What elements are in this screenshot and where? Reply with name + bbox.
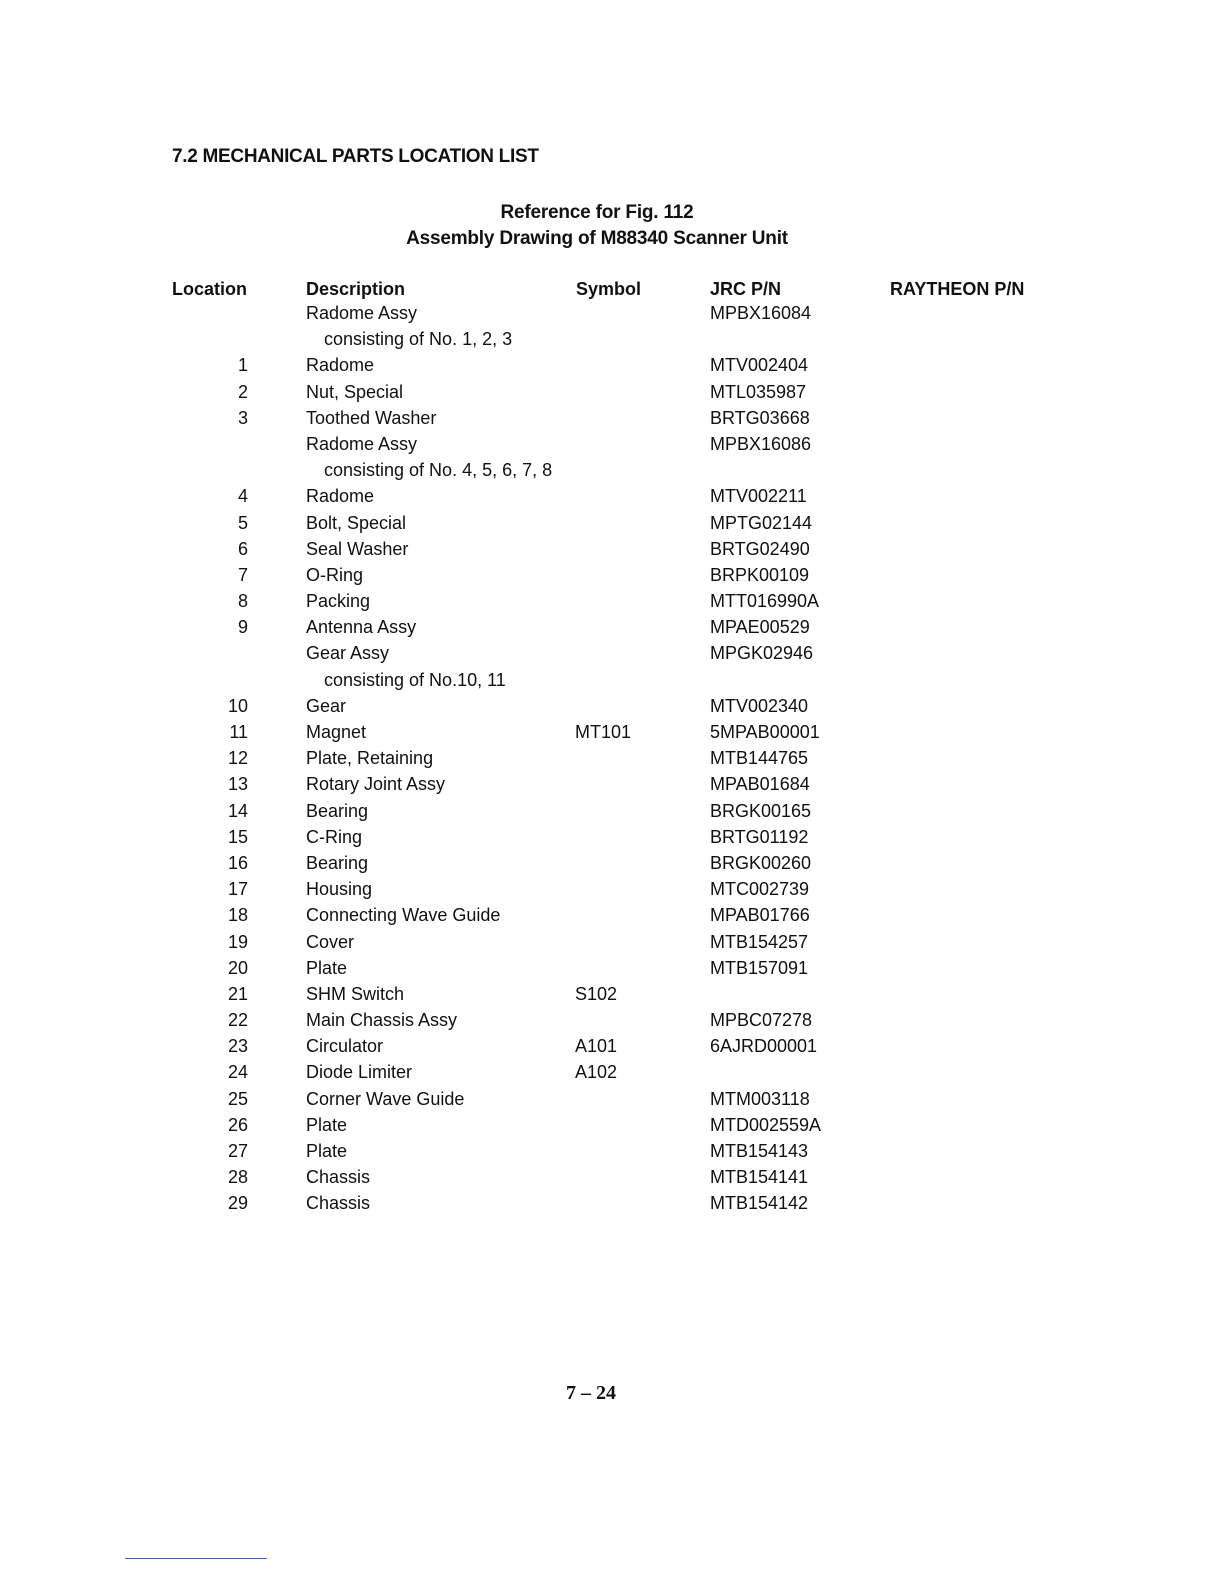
description-cell: Chassis [306,1167,371,1188]
table-row [0,932,1224,958]
page-number: 7 – 24 [566,1382,616,1404]
jrc-pn-cell: BRTG03668 [710,407,810,428]
location-cell: 19 [227,931,248,952]
description-cell: Plate, Retaining [306,748,434,769]
table-row [0,513,1224,539]
location-cell: 28 [227,1167,248,1188]
jrc-pn-cell: MPBX16084 [710,303,812,323]
location-cell: 3 [237,407,248,428]
jrc-pn-cell: MTB157091 [710,957,809,978]
jrc-pn-cell: BRGK00165 [710,800,812,821]
location-cell: 24 [227,1062,248,1083]
table-row [0,382,1224,408]
description-cell: Chassis [306,1193,371,1214]
table-row [0,617,1224,643]
table-row [0,905,1224,931]
description-cell: Bearing [306,800,369,821]
location-cell: 23 [227,1036,248,1057]
table-row [0,853,1224,879]
jrc-pn-cell: MTB154141 [710,1167,809,1188]
table-row [0,434,1224,460]
jrc-pn-cell: MTD002559A [710,1114,822,1135]
description-cell: Cover [306,931,355,952]
location-cell: 7 [237,564,248,585]
table-row [0,1193,1224,1219]
table-row [0,1167,1224,1193]
description-cell: Corner Wave Guide [306,1088,465,1109]
jrc-pn-cell: MTM003118 [710,1088,810,1109]
table-row [0,329,1224,355]
description-cell: Plate [306,957,348,978]
table-row [0,539,1224,565]
location-cell: 6 [237,538,248,559]
table-row [0,958,1224,984]
description-cell: Packing [306,591,371,612]
jrc-pn-cell: BRTG01192 [710,826,809,847]
jrc-pn-cell: BRGK00260 [710,852,812,873]
description-cell: Plate [306,1141,348,1161]
footer-rule [125,1558,267,1559]
description-cell: Rotary Joint Assy [306,774,446,795]
location-cell: 25 [227,1088,248,1109]
table-row [0,1089,1224,1115]
location-cell: 27 [227,1141,248,1161]
location-cell: 11 [229,722,248,742]
description-cell: Seal Washer [306,538,409,559]
jrc-pn-cell: MTB144765 [710,748,809,769]
jrc-pn-cell: MPGK02946 [710,643,814,664]
table-row [0,696,1224,722]
description-cell: Connecting Wave Guide [306,905,501,926]
column-header-location: Location [172,279,247,299]
symbol-cell: A101 [575,1036,618,1057]
jrc-pn-cell: MPAB01766 [710,905,810,926]
symbol-cell: S102 [575,983,618,1004]
jrc-pn-cell: BRPK00109 [710,564,810,585]
description-cell: consisting of No. 4, 5, 6, 7, 8 [324,460,553,481]
location-cell: 1 [237,355,248,376]
location-cell: 13 [227,774,248,795]
description-cell: Magnet [306,722,367,742]
location-cell: 10 [227,695,248,716]
table-row [0,801,1224,827]
jrc-pn-cell: MTC002739 [710,879,810,900]
description-cell: consisting of No. 1, 2, 3 [324,329,513,350]
column-header-raytheon-pn: RAYTHEON P/N [890,279,1025,299]
jrc-pn-cell: MTV002340 [710,695,809,716]
table-row [0,643,1224,669]
jrc-pn-cell: MTV002404 [710,355,809,376]
jrc-pn-cell: MTB154143 [710,1141,809,1161]
jrc-pn-cell: MPTG02144 [710,512,813,533]
symbol-cell: MT101 [575,722,632,742]
table-row [0,984,1224,1010]
location-cell: 26 [227,1114,248,1135]
location-cell: 15 [227,826,248,847]
description-cell: O-Ring [306,564,364,585]
description-cell: Radome Assy [306,433,418,454]
description-cell: Bearing [306,852,369,873]
location-cell: 17 [227,879,248,900]
jrc-pn-cell: BRTG02490 [710,538,810,559]
description-cell: Toothed Washer [306,407,437,428]
location-cell: 20 [227,957,248,978]
description-cell: Housing [306,879,373,900]
jrc-pn-cell: 6AJRD00001 [710,1036,818,1057]
table-row [0,303,1224,329]
parts-table-body [0,303,1224,1220]
table-row [0,670,1224,696]
description-cell: Radome Assy [306,303,418,323]
description-cell: C-Ring [306,826,363,847]
location-cell: 18 [227,905,248,926]
description-cell: Radome [306,486,375,507]
table-row [0,565,1224,591]
location-cell: 16 [227,852,248,873]
jrc-pn-cell: MPAE00529 [710,617,810,638]
table-row [0,827,1224,853]
description-cell: Gear Assy [306,643,390,664]
jrc-pn-cell: MPBC07278 [710,1010,813,1031]
location-cell: 29 [227,1193,248,1214]
figure-subtitle: Assembly Drawing of M88340 Scanner Unit [406,228,788,249]
description-cell: Bolt, Special [306,512,407,533]
description-cell: Diode Limiter [306,1062,413,1083]
jrc-pn-cell: MTB154142 [710,1193,809,1214]
location-cell: 14 [227,800,248,821]
jrc-pn-cell: MTV002211 [710,486,807,507]
table-row [0,879,1224,905]
table-row [0,1062,1224,1088]
section-title: 7.2 MECHANICAL PARTS LOCATION LIST [172,146,539,167]
description-cell: Antenna Assy [306,617,417,638]
description-cell: Gear [306,695,347,716]
description-cell: consisting of No.10, 11 [324,669,506,690]
location-cell: 9 [237,617,248,638]
jrc-pn-cell: MTL035987 [710,381,807,402]
column-header-symbol: Symbol [576,279,642,299]
table-row [0,722,1224,748]
location-cell: 2 [237,381,248,402]
table-row [0,1141,1224,1167]
description-cell: Plate [306,1114,348,1135]
table-row [0,486,1224,512]
table-row [0,460,1224,486]
jrc-pn-cell: MPBX16086 [710,433,812,454]
table-row [0,1036,1224,1062]
description-cell: Circulator [306,1036,384,1057]
location-cell: 5 [237,512,248,533]
description-cell: SHM Switch [306,983,405,1004]
jrc-pn-cell: MTB154257 [710,931,809,952]
table-row [0,748,1224,774]
figure-reference: Reference for Fig. 112 [500,202,694,223]
jrc-pn-cell: 5MPAB00001 [710,722,820,742]
table-row [0,355,1224,381]
description-cell: Radome [306,355,375,376]
location-cell: 8 [237,591,248,612]
location-cell: 4 [237,486,248,507]
description-cell: Nut, Special [306,381,404,402]
column-header-description: Description [306,279,406,299]
table-row [0,1115,1224,1141]
table-row [0,591,1224,617]
jrc-pn-cell: MTT016990A [710,591,820,612]
description-cell: Main Chassis Assy [306,1010,458,1031]
column-header-jrc-pn: JRC P/N [710,279,782,299]
location-cell: 12 [227,748,248,769]
table-row [0,774,1224,800]
location-cell: 22 [227,1010,248,1031]
location-cell: 21 [227,983,248,1004]
symbol-cell: A102 [575,1062,618,1083]
table-row [0,1010,1224,1036]
jrc-pn-cell: MPAB01684 [710,774,810,795]
table-row [0,408,1224,434]
